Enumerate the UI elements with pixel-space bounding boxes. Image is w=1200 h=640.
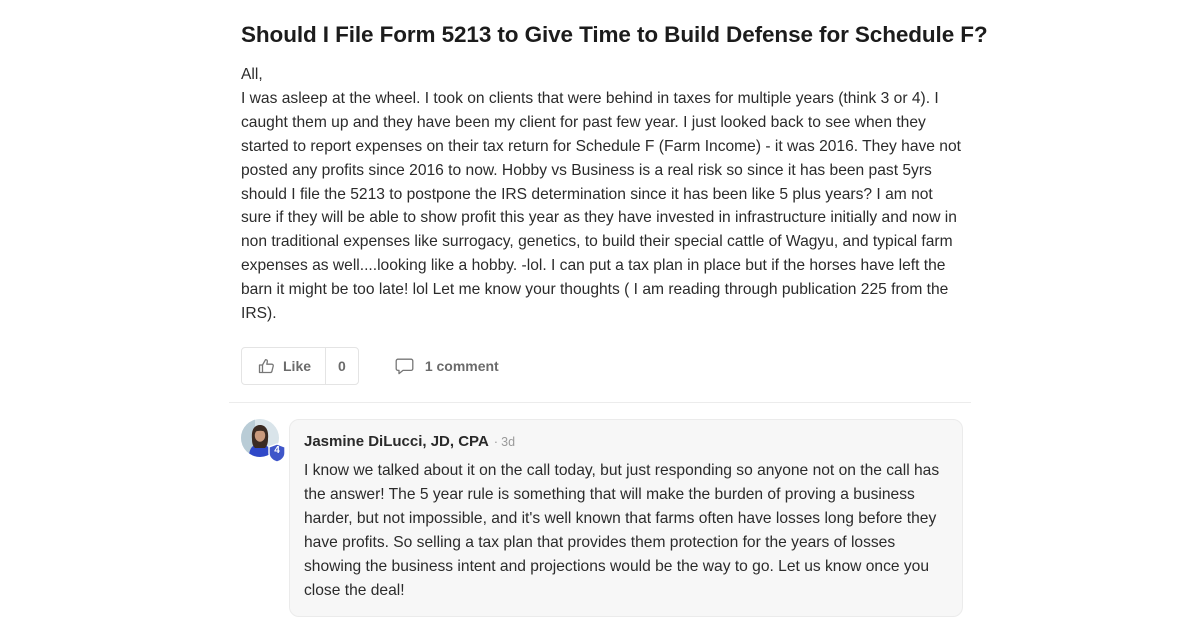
comments-button[interactable] (395, 358, 499, 375)
post-title: Should I File Form 5213 to Give Time to Build Defense for Schedule F? (241, 22, 988, 47)
comment-avatar-wrap[interactable] (241, 419, 287, 465)
comment-time: 3d (501, 435, 516, 449)
like-group (241, 347, 359, 385)
thumbs-up-icon (258, 358, 275, 374)
divider (229, 402, 971, 403)
separator-dot: · (493, 434, 499, 449)
post-text: I was asleep at the wheel. I took on clients that were behind in taxes for multiple years (think 3 or 4). I caught them up and they have been my client for past few year. I just looked back to see when they started to report expenses on their tax return for Schedule F (Farm Income) - it was 2016. They have not posted any profits since 2016 to now. Hobby vs Business is a real risk so since it has been past 5yrs should I file the 5213 to postpone the IRS determination since it has been like 5 plus years? I am not sure if they will be able to show profit this year as they have invested in infrastructure initially and now in non traditional expenses like surrogacy, genetics, to build their special cattle of Wagyu, and typical farm expenses as well....looking like a hobby. -lol. I can put a tax plan in place but if the horses have left the barn it might be too late! lol Let me know your thoughts ( I am reading through publication 225 from the IRS). (241, 89, 961, 323)
comment-header (304, 433, 948, 455)
post-body (241, 63, 967, 326)
comment-author[interactable]: Jasmine DiLucci, JD, CPA (304, 433, 489, 450)
level-badge-number: 4 (274, 445, 280, 456)
post (241, 20, 988, 326)
comment-body: I know we talked about it on the call today, but just responding so anyone not on the call has the answer! The 5 year rule is something that will make the burden of proving a business harder, but not impossible, and it's well known that farms often have losses long before they have profits. So selling a tax plan that provides them protection for the years of losses showing the business intent and projections would be the way to go. Let us know once you close the deal! (304, 462, 940, 599)
like-count: 0 (338, 358, 346, 374)
speech-bubble-icon (395, 358, 414, 375)
like-label: Like (283, 358, 312, 374)
post-actions (241, 346, 499, 386)
like-button[interactable] (242, 348, 326, 384)
comments-label: 1 comment (424, 358, 499, 374)
comment (289, 419, 963, 617)
level-badge (267, 443, 287, 463)
post-greeting: All, (241, 66, 263, 83)
